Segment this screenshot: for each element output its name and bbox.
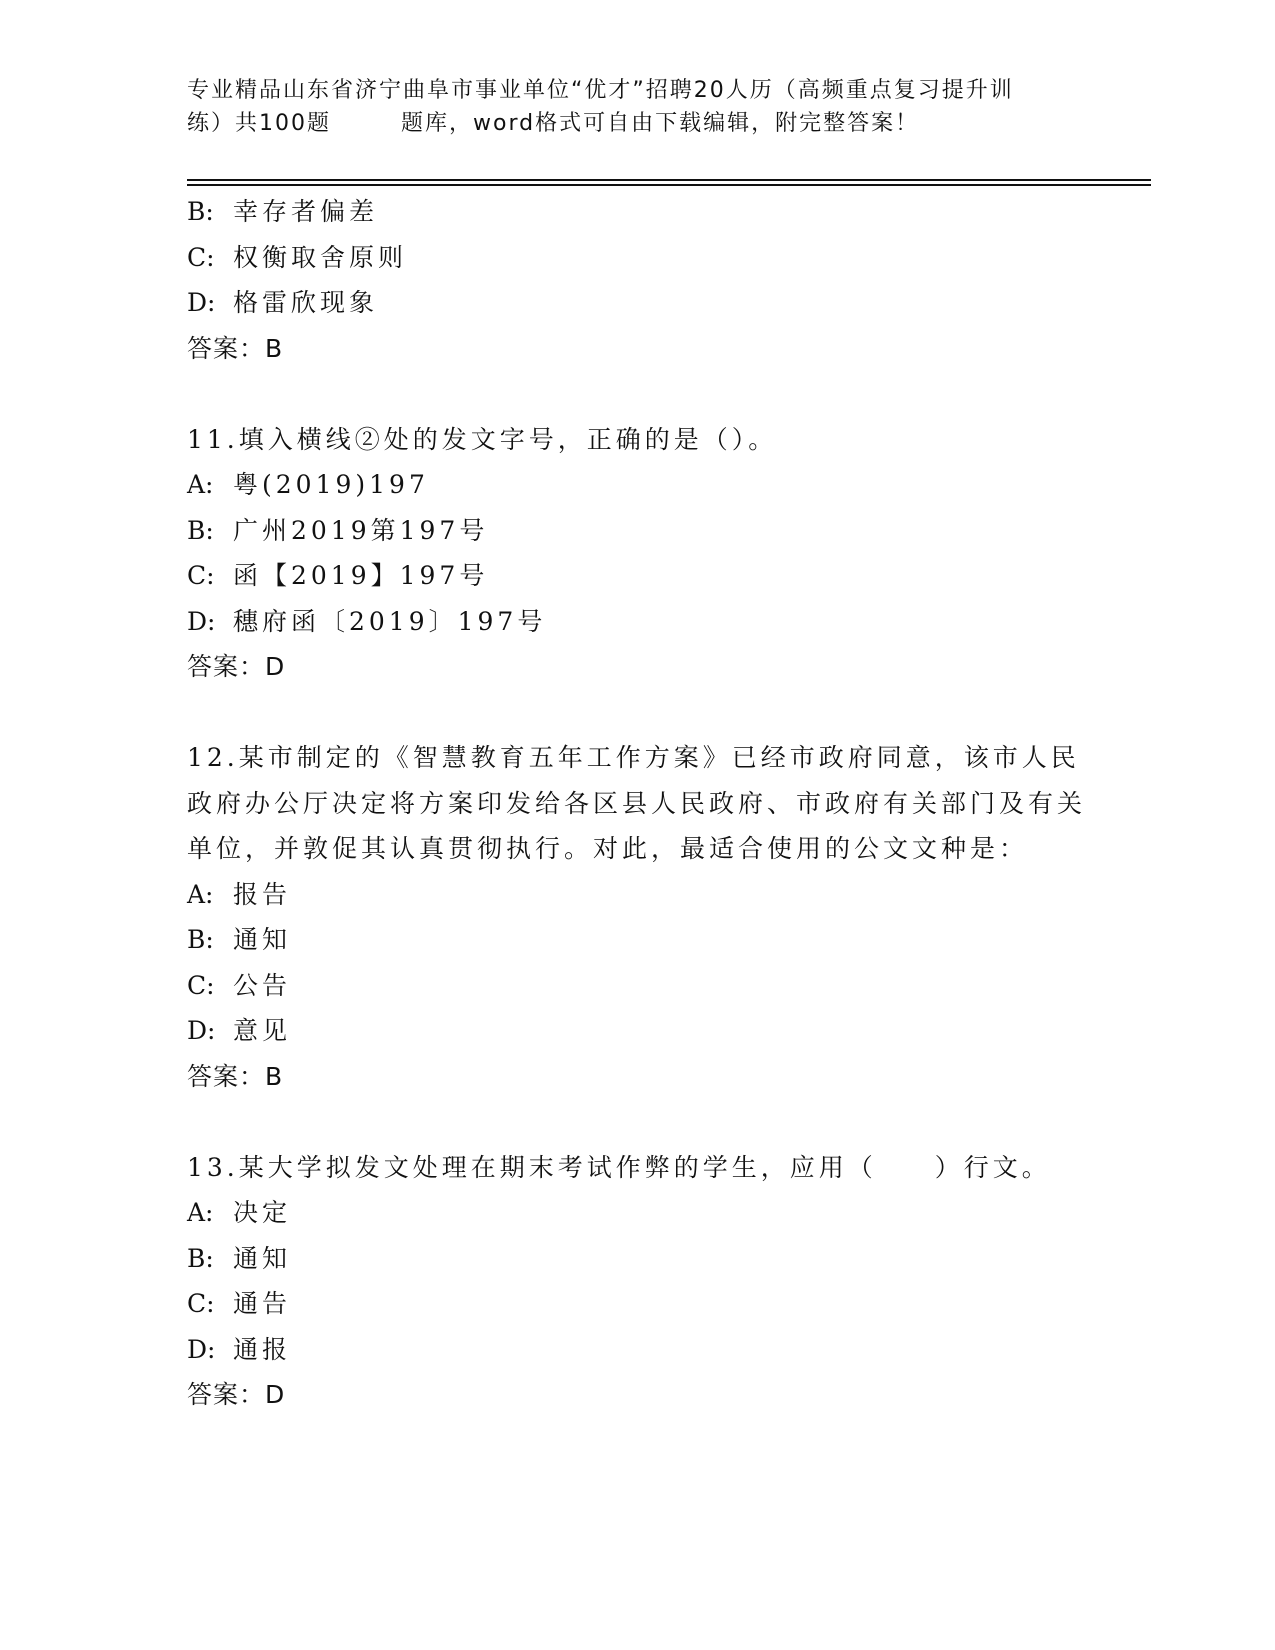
option-letter: C: <box>187 970 215 1000</box>
option-text: 格雷欣现象 <box>233 288 379 317</box>
question-block-prev <box>187 189 1087 371</box>
option-text: 权衡取舍原则 <box>233 242 408 272</box>
option-a <box>187 1190 1087 1236</box>
option-text: 意见 <box>233 1016 292 1045</box>
option-d <box>187 1008 1087 1054</box>
option-d <box>187 280 1087 326</box>
option-letter: D: <box>187 1016 216 1045</box>
answer-line: 答案：D <box>187 1380 286 1409</box>
option-text: 决定 <box>233 1198 292 1227</box>
option-letter: B: <box>187 515 214 545</box>
header-line-2-part-1: 练）共100题 <box>187 111 331 136</box>
header-line-2-part-2: 题库，word格式可自由下载编辑，附完整答案！ <box>401 111 920 136</box>
option-text: 幸存者偏差 <box>233 197 379 226</box>
option-letter: B: <box>187 925 214 954</box>
spacer <box>187 1099 1087 1145</box>
option-text: 粤(2019)197 <box>233 470 429 499</box>
option-text: 公告 <box>233 970 292 1000</box>
spacer <box>187 690 1087 736</box>
option-text: 通报 <box>233 1334 292 1364</box>
question-block-11 <box>187 417 1087 690</box>
option-a <box>187 872 1087 918</box>
option-letter: D: <box>187 1334 216 1364</box>
option-b <box>187 189 1087 235</box>
option-b <box>187 917 1087 963</box>
option-letter: D: <box>187 288 216 317</box>
document-header <box>187 74 1087 140</box>
question-block-13 <box>187 1145 1087 1418</box>
answer-line: 答案：B <box>187 1061 284 1091</box>
option-letter: C: <box>187 242 215 272</box>
answer-line: 答案：D <box>187 652 286 681</box>
option-letter: C: <box>187 1289 215 1318</box>
option-c <box>187 963 1087 1009</box>
question-stem: 12.某市制定的《智慧教育五年工作方案》已经市政府同意，该市人民政府办公厅决定将方案印发给各区县人民政府、市政府有关部门及有关单位，并敦促其认真贯彻执行。对此，最适合使用的公文文种是： <box>187 743 1087 863</box>
header-line-2 <box>187 107 1087 140</box>
option-letter: D: <box>187 606 216 636</box>
option-c <box>187 1281 1087 1327</box>
document-body <box>187 189 1087 1418</box>
option-letter: A: <box>187 879 214 909</box>
option-letter: A: <box>187 470 214 499</box>
option-a <box>187 462 1087 508</box>
option-b <box>187 508 1087 554</box>
option-text: 通知 <box>233 1243 292 1273</box>
spacer <box>187 371 1087 417</box>
option-text: 函【2019】197号 <box>233 561 489 590</box>
option-text: 穗府函〔2019〕197号 <box>233 606 547 636</box>
option-text: 通知 <box>233 925 292 954</box>
option-text: 通告 <box>233 1289 292 1318</box>
question-block-12 <box>187 735 1087 1099</box>
header-divider-top <box>187 179 1151 181</box>
option-text: 广州2019第197号 <box>233 515 489 545</box>
option-letter: C: <box>187 561 215 590</box>
option-letter: B: <box>187 1243 214 1273</box>
question-stem: 11.填入横线②处的发文字号，正确的是（）。 <box>187 424 778 454</box>
option-b <box>187 1236 1087 1282</box>
option-letter: B: <box>187 197 214 226</box>
option-letter: A: <box>187 1198 214 1227</box>
option-c <box>187 235 1087 281</box>
question-stem: 13.某大学拟发文处理在期末考试作弊的学生，应用（ ）行文。 <box>187 1152 1051 1182</box>
option-text: 报告 <box>233 879 292 909</box>
option-d <box>187 599 1087 645</box>
header-line-1: 专业精品山东省济宁曲阜市事业单位“优才”招聘20人历（高频重点复习提升训 <box>187 78 1014 103</box>
option-c <box>187 553 1087 599</box>
option-d <box>187 1327 1087 1373</box>
answer-line: 答案：B <box>187 333 284 363</box>
header-divider-bottom <box>187 184 1151 186</box>
